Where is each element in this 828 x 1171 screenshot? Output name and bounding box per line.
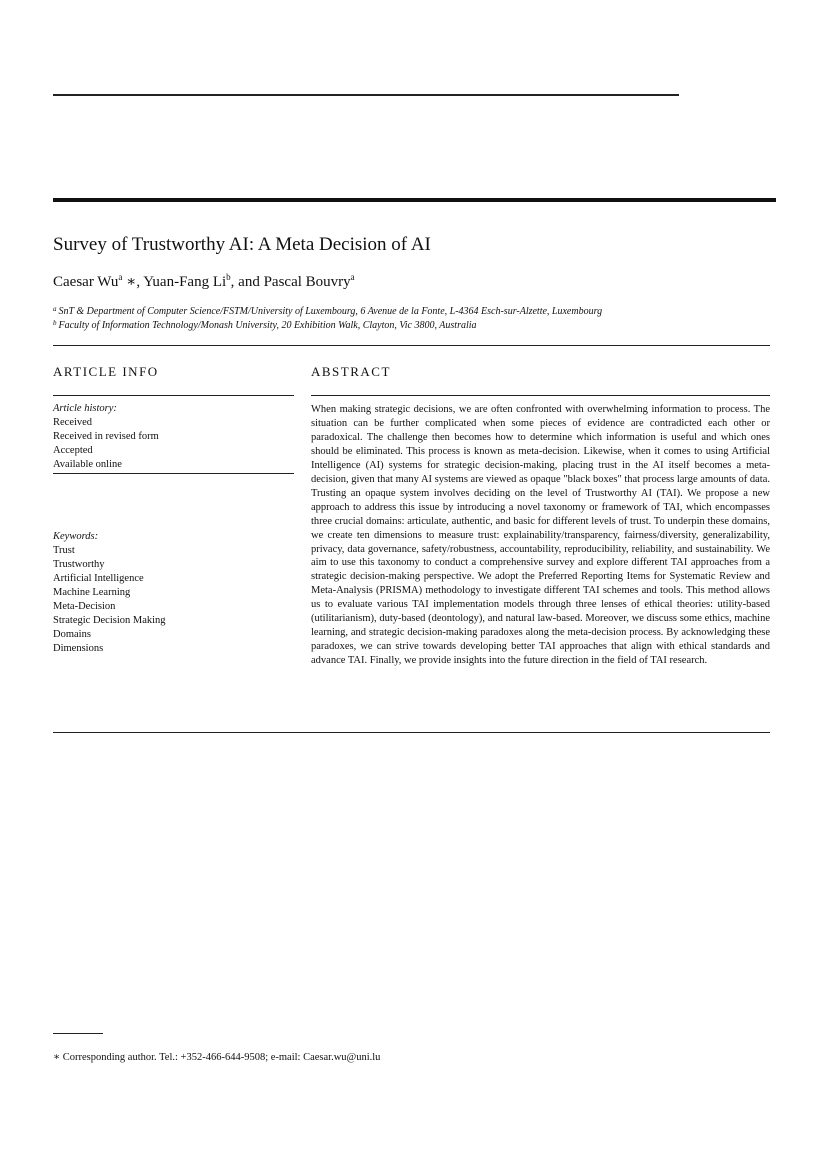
keyword-item: Strategic Decision Making — [53, 615, 166, 626]
article-info-heading: ARTICLE INFO — [53, 364, 159, 379]
article-history — [53, 402, 293, 472]
abstract-heading: ABSTRACT — [311, 364, 391, 379]
author-name: Pascal Bouvry — [263, 274, 351, 290]
author-separator: , — [136, 274, 144, 290]
author-separator: , and — [230, 274, 264, 290]
history-item: Available online — [53, 459, 122, 470]
paper-title: Survey of Trustworthy AI: A Meta Decision of AI — [53, 234, 431, 255]
affiliation-rule — [53, 345, 770, 346]
keyword-item: Artificial Intelligence — [53, 573, 144, 584]
author-affiliation-mark: a — [350, 272, 355, 282]
affiliation-mark: b — [53, 319, 57, 327]
author-name: Yuan-Fang Li — [143, 274, 227, 290]
affiliation-text: Faculty of Information Technology/Monash University, 20 Exhibition Walk, Clayton, Vic 3800, Australia — [58, 320, 477, 331]
corresponding-author-footnote: ∗ Corresponding author. Tel.: +352-466-644-9508; e-mail: Caesar.wu@uni.lu — [53, 1052, 381, 1063]
keyword-item: Trustworthy — [53, 559, 105, 570]
author-list — [53, 272, 355, 292]
affiliation-mark: a — [53, 305, 57, 313]
corresponding-mark: ∗ — [122, 274, 137, 290]
article-history-label: Article history: — [53, 403, 117, 414]
history-item: Received — [53, 417, 93, 428]
author-name: Caesar Wu — [53, 274, 119, 290]
history-item: Accepted — [53, 445, 93, 456]
keyword-item: Machine Learning — [53, 587, 131, 598]
history-rule — [53, 473, 294, 474]
author-affiliation-mark: b — [226, 272, 231, 282]
abstract-text: When making strategic decisions, we are often confronted with overwhelming information to process. The situation can be further complicated when some pieces of evidence are contradicted each other or paradoxical. The challenge then becomes how to determine which information is useful and which ones should be eliminated. This process is known as meta-decision. Likewise, when it comes to using Artificial Intelligence (AI) systems for strategic decision-making, placing trust in the AI itself becomes a meta-decision, given that many AI systems are viewed as opaque "black boxes" that process large amounts of data. Trusting an opaque system involves deciding on the level of Trustworthy AI (TAI). We propose a new approach to address this issue by introducing a novel taxonomy or framework of TAI, which encompasses three crucial domains: articulate, authentic, and basic for different levels of trust. To underpin these domains, we create ten dimensions to measure trust: explainability/transparency, fairness/diversity, generalizability, privacy, data governance, safety/robustness, accountability, reproducibility, reliability, and sustainability. We aim to use this taxonomy to conduct a comprehensive survey and explore different TAI approaches from a strategic decision-making perspective. We adopt the Preferred Reporting Items for Systematic Review and Meta-Analysis (PRISMA) methodology to investigate different TAI schemes and tools. This method allows us to evaluate various TAI implementation models through three lenses of ethical theories: utility-based (utilitarianism), duty-based (deontology), and natural law-based. Moreover, we discuss some ethics, machine learning, and strategic decision-making paradoxes along the meta-decision process. By acknowledging these paradoxes, we can strive towards developing better TAI approaches that align with ethical standards and advance TAI. Finally, we provide insights into the future direction in the field of TAI research. — [311, 404, 770, 667]
abstract-rule — [311, 395, 770, 396]
header-thin-rule — [53, 94, 679, 96]
affiliation-b — [53, 319, 477, 332]
keyword-item: Dimensions — [53, 643, 104, 654]
abstract-bottom-rule — [53, 732, 770, 733]
keywords-label: Keywords: — [53, 531, 99, 542]
keyword-item: Trust — [53, 545, 75, 556]
author-affiliation-mark: a — [118, 272, 123, 282]
affiliation-a — [53, 305, 602, 318]
header-thick-rule — [53, 198, 776, 202]
footnote-rule — [53, 1033, 103, 1034]
affiliation-text: SnT & Department of Computer Science/FSTM/University of Luxembourg, 6 Avenue de la Fonte, L-4364 Esch-sur-Alzette, Luxembourg — [58, 306, 603, 317]
keywords — [53, 530, 293, 656]
article-info-rule — [53, 395, 294, 396]
keyword-item: Meta-Decision — [53, 601, 116, 612]
keyword-item: Domains — [53, 629, 91, 640]
history-item: Received in revised form — [53, 431, 159, 442]
